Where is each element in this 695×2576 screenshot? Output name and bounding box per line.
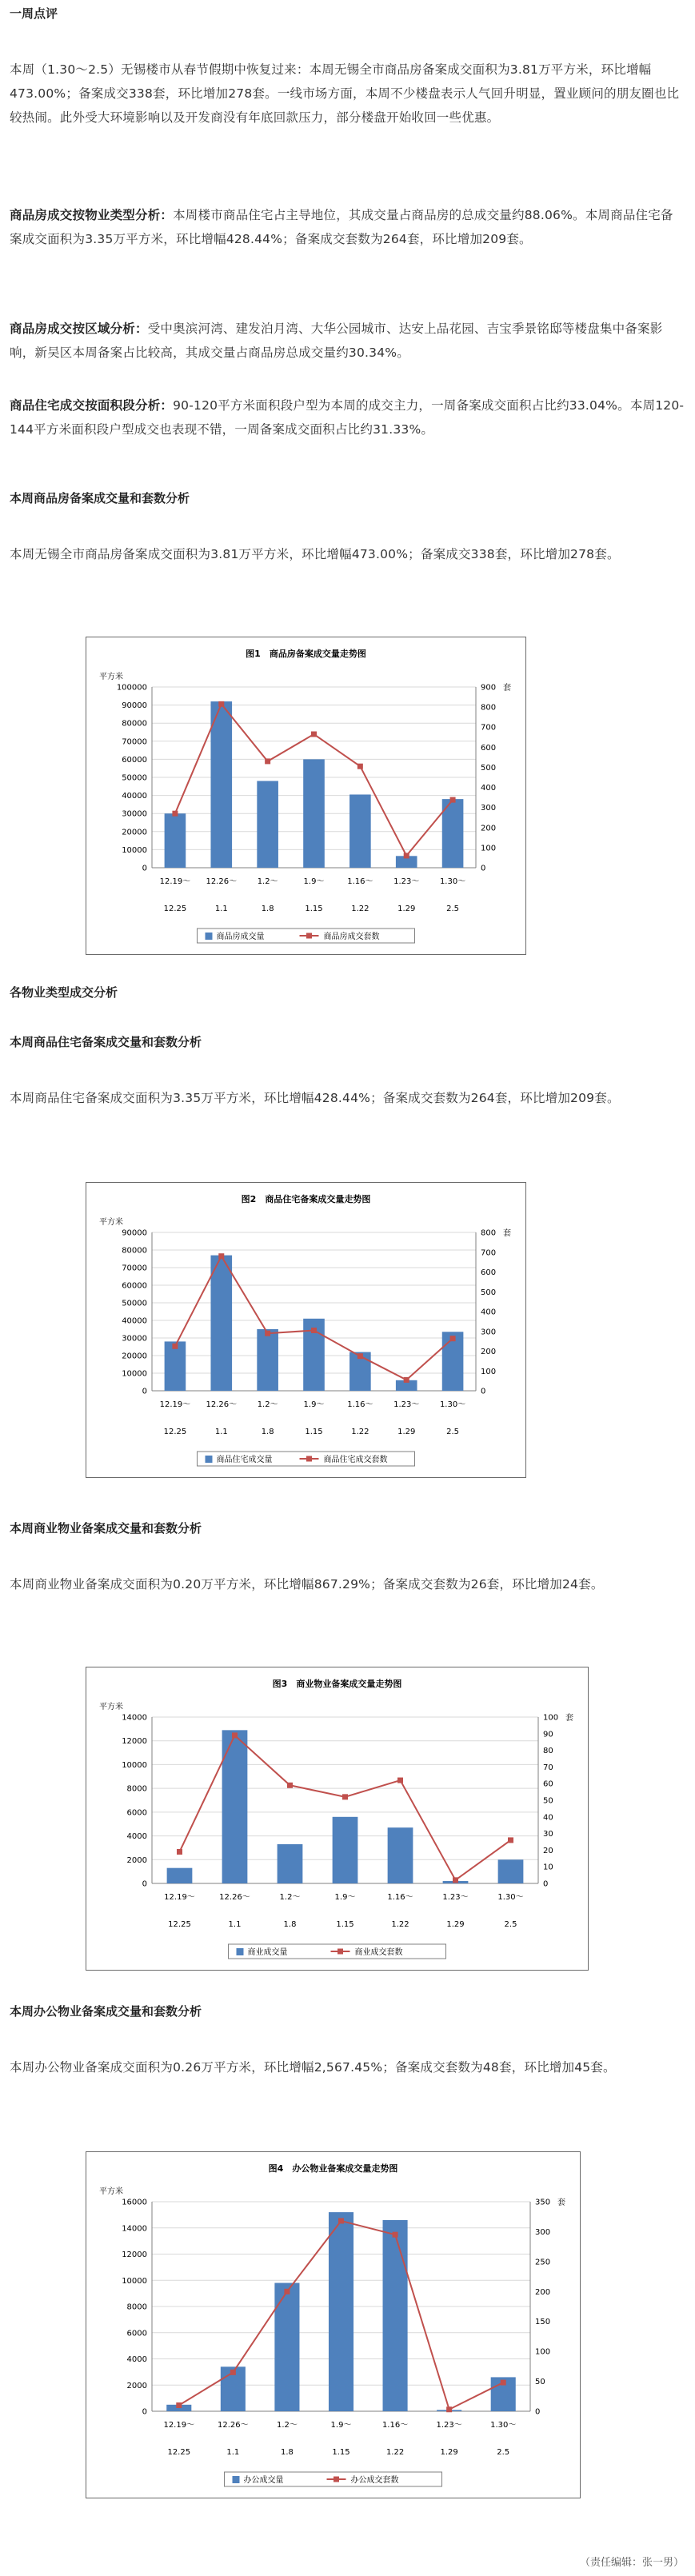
x-tick-label-top: 1.16～: [347, 1400, 373, 1409]
y-axis-label-right: 套: [503, 1229, 511, 1238]
bar: [388, 1827, 413, 1883]
y-tick-left: 8000: [126, 2302, 147, 2312]
legend-label: 办公成交套数: [350, 2476, 399, 2485]
bar: [303, 759, 325, 868]
line-point: [176, 2402, 182, 2408]
line-point: [218, 701, 224, 707]
y-tick-right: 700: [481, 723, 497, 733]
editor-credit: （责任编辑：张一男）: [579, 2557, 684, 2569]
y-tick-left: 2000: [126, 2381, 147, 2390]
y-tick-right: 900: [481, 683, 497, 693]
x-tick-label-top: 1.16～: [381, 2421, 409, 2430]
line-point: [338, 2218, 344, 2223]
x-tick-label-top: 1.23～: [393, 877, 420, 886]
y-tick-right: 300: [535, 2227, 551, 2237]
y-tick-left: 10000: [122, 1760, 147, 1770]
y-tick-right: 500: [481, 1288, 497, 1297]
paragraph-size-analysis: [10, 393, 685, 441]
legend-label: 商品住宅成交量: [216, 1456, 273, 1464]
y-tick-right: 300: [481, 804, 497, 813]
y-tick-right: 200: [481, 1348, 497, 1356]
paragraph-total: 本周无锡全市商品房备案成交面积为3.81万平方米，环比增幅473.00%；备案成交338套，环比增加278套。: [10, 547, 620, 561]
legend-swatch-bar: [206, 933, 213, 940]
line-point: [450, 797, 456, 803]
y-tick-right: 20: [543, 1846, 553, 1855]
x-tick-label-bottom: 1.1: [214, 1428, 228, 1436]
x-tick-label-bottom: 2.5: [446, 1428, 460, 1436]
y-tick-left: 20000: [122, 828, 147, 837]
chart-4: [86, 2152, 580, 2498]
line-point: [172, 1344, 178, 1349]
line-point: [453, 1877, 458, 1883]
line-point: [397, 1778, 403, 1783]
paragraph-commercial: 本周商业物业备案成交面积为0.20万平方米，环比增幅867.29%；备案成交套数为26套，环比增加24套。: [10, 1577, 604, 1592]
y-tick-right: 40: [543, 1813, 553, 1823]
line-point: [284, 2289, 290, 2294]
bar: [274, 2283, 299, 2411]
x-tick-label-bottom: 1.29: [397, 1428, 416, 1436]
x-tick-label-bottom: 2.5: [446, 905, 460, 913]
line-point: [393, 2232, 398, 2238]
y-tick-left: 6000: [126, 2329, 147, 2338]
x-tick-label-bottom: 1.22: [391, 1920, 409, 1929]
x-tick-label-bottom: 1.29: [446, 1920, 465, 1929]
x-tick-label-bottom: 1.1: [228, 1920, 242, 1929]
x-tick-label-bottom: 1.15: [336, 1920, 354, 1929]
legend-swatch-marker: [338, 1949, 343, 1955]
x-tick-label-top: 1.30～: [497, 1893, 524, 1902]
line-point: [450, 1336, 456, 1341]
line-point: [232, 1732, 238, 1738]
bar: [349, 794, 371, 868]
legend-swatch-bar: [233, 2476, 240, 2483]
x-tick-label-top: 1.2～: [257, 1400, 278, 1409]
y-tick-right: 150: [535, 2318, 551, 2327]
legend-swatch-bar: [237, 1948, 244, 1955]
legend-label: 办公成交量: [243, 2476, 284, 2485]
x-tick-label-top: 1.23～: [393, 1400, 420, 1409]
line-point: [311, 1328, 317, 1333]
section-heading-office: 本周办公物业备案成交量和套数分析: [10, 2004, 202, 2019]
y-axis-label-left: 平方米: [99, 1703, 123, 1711]
chart-title: 图1 商品房备案成交量走势图: [246, 649, 366, 659]
y-tick-right: 800: [481, 703, 497, 713]
x-tick-label-top: 1.23～: [442, 1893, 469, 1902]
legend-label: 商业成交量: [247, 1948, 288, 1957]
line-point: [446, 2406, 452, 2412]
x-tick-label-bottom: 12.25: [163, 905, 187, 913]
section-heading-commercial: 本周商业物业备案成交量和套数分析: [10, 1521, 202, 1536]
y-tick-left: 10000: [122, 845, 147, 855]
x-tick-label-top: 1.9～: [334, 1893, 356, 1902]
y-tick-right: 50: [543, 1796, 553, 1806]
legend-label: 商品房成交量: [216, 933, 265, 941]
chart-title: 图2 商品住宅备案成交量走势图: [241, 1194, 371, 1204]
x-tick-label-bottom: 1.15: [332, 2448, 350, 2457]
y-tick-left: 30000: [122, 1334, 147, 1344]
y-tick-right: 0: [481, 1387, 486, 1396]
y-tick-left: 0: [142, 864, 147, 873]
chart-title: 图4 办公物业备案成交量走势图: [268, 2163, 398, 2174]
y-tick-left: 60000: [122, 755, 147, 765]
y-axis-label-right: 套: [565, 1714, 573, 1723]
line-point: [265, 1331, 270, 1336]
y-tick-right: 0: [535, 2407, 541, 2417]
chart-4-frame: [86, 2151, 581, 2498]
y-tick-right: 800: [481, 1228, 497, 1238]
y-tick-left: 6000: [126, 1808, 147, 1818]
line-point: [230, 2370, 236, 2375]
bar: [329, 2212, 353, 2411]
x-tick-label-bottom: 1.29: [440, 2448, 458, 2457]
line-point: [287, 1783, 293, 1788]
line-point: [357, 1353, 363, 1359]
x-tick-label-top: 1.16～: [387, 1893, 413, 1902]
bar: [257, 781, 278, 868]
chart-2: [86, 1183, 525, 1477]
bar: [278, 1844, 303, 1883]
type-analysis-text: 本周楼市商品住宅占主导地位，其成交量占商品房的总成交量约88.06%。本周商品住宅备案成交面积为3.35万平方米，环比增幅428.44%；备案成交套数为264套，环比增加209套。: [10, 208, 673, 246]
chart-1: [86, 637, 525, 954]
line-point: [172, 811, 178, 817]
y-tick-right: 30: [543, 1830, 553, 1839]
y-tick-right: 100: [543, 1713, 559, 1723]
y-tick-right: 100: [535, 2347, 551, 2357]
y-tick-left: 90000: [122, 701, 147, 711]
bar: [167, 1868, 193, 1883]
x-tick-label-top: 1.2～: [257, 877, 278, 886]
legend-swatch-marker: [334, 2477, 339, 2482]
x-tick-label-top: 12.19～: [163, 2421, 195, 2430]
y-tick-right: 0: [543, 1879, 549, 1889]
bar: [257, 1329, 278, 1391]
x-tick-label-top: 12.26～: [206, 1400, 238, 1409]
legend-label: 商品住宅成交套数: [323, 1456, 388, 1464]
x-tick-label-top: 1.2～: [276, 2421, 298, 2430]
x-tick-label-top: 12.19～: [159, 877, 191, 886]
y-tick-left: 40000: [122, 792, 147, 801]
y-tick-left: 10000: [122, 2276, 147, 2286]
y-tick-right: 90: [543, 1730, 553, 1739]
y-tick-right: 250: [535, 2258, 551, 2267]
x-tick-label-bottom: 1.8: [283, 1920, 297, 1929]
y-tick-left: 14000: [122, 2224, 147, 2234]
x-tick-label-bottom: 2.5: [504, 1920, 517, 1929]
y-tick-left: 80000: [122, 1246, 147, 1256]
y-tick-left: 70000: [122, 737, 147, 747]
y-axis-label-right: 套: [557, 2199, 565, 2207]
x-tick-label-bottom: 2.5: [497, 2448, 510, 2457]
x-tick-label-bottom: 1.15: [305, 1428, 323, 1436]
y-tick-left: 0: [142, 1387, 147, 1396]
line-point: [404, 853, 409, 858]
x-tick-label-bottom: 12.25: [168, 1920, 191, 1929]
y-tick-left: 70000: [122, 1264, 147, 1273]
y-tick-left: 100000: [116, 683, 147, 693]
x-tick-label-top: 1.30～: [490, 2421, 517, 2430]
x-tick-label-top: 12.19～: [159, 1400, 191, 1409]
y-tick-left: 8000: [126, 1784, 147, 1794]
y-tick-right: 350: [535, 2198, 551, 2207]
y-tick-right: 600: [481, 1268, 497, 1277]
x-tick-label-bottom: 1.8: [261, 1428, 274, 1436]
y-tick-right: 400: [481, 1308, 497, 1317]
y-tick-right: 60: [543, 1779, 553, 1789]
chart-3: [86, 1667, 588, 1970]
line-point: [404, 1377, 409, 1383]
bar: [498, 1859, 524, 1883]
line-point: [218, 1253, 224, 1259]
x-tick-label-top: 1.23～: [436, 2421, 462, 2430]
section-heading-residential: 本周商品住宅备案成交量和套数分析: [10, 1035, 202, 1049]
type-analysis-label: 商品房成交按物业类型分析：: [10, 208, 174, 222]
x-tick-label-top: 1.30～: [439, 1400, 466, 1409]
x-tick-label-bottom: 1.15: [305, 905, 323, 913]
y-tick-right: 200: [535, 2287, 551, 2297]
bar: [210, 701, 232, 868]
paragraph-review: 本周（1.30～2.5）无锡楼市从春节假期中恢复过来：本周无锡全市商品房备案成交面积为3.81万平方米，环比增幅473.00%；备案成交338套，环比增加278套。一线市场方面，本周不少楼盘表示人气回升明显，置业顾问的朋友圈也比较热闹。此外受大环境影响以及开发商没有年底回款压力，部分楼盘开始收回一些优惠。: [10, 62, 680, 125]
y-tick-right: 700: [481, 1248, 497, 1258]
section-heading-types: 各物业类型成交分析: [10, 985, 118, 1000]
legend-swatch-marker: [306, 1456, 312, 1462]
line-point: [311, 732, 317, 737]
line-point: [508, 1837, 513, 1843]
chart-title: 图3 商业物业备案成交量走势图: [272, 1679, 402, 1689]
paragraph-residential: 本周商品住宅备案成交面积为3.35万平方米，环比增幅428.44%；备案成交套数为264套，环比增加209套。: [10, 1091, 620, 1105]
y-axis-label-right: 套: [503, 684, 511, 693]
x-tick-label-top: 1.9～: [303, 1400, 325, 1409]
y-tick-left: 0: [142, 2407, 147, 2417]
x-tick-label-top: 12.26～: [218, 2421, 249, 2430]
x-tick-label-bottom: 1.8: [280, 2448, 294, 2457]
legend-swatch-bar: [206, 1456, 213, 1463]
x-tick-label-top: 1.16～: [347, 877, 373, 886]
y-tick-left: 16000: [122, 2198, 147, 2207]
bar: [333, 1817, 358, 1883]
y-tick-left: 20000: [122, 1352, 147, 1361]
chart-2-frame: [86, 1182, 526, 1478]
x-tick-label-top: 12.19～: [164, 1893, 195, 1902]
x-tick-label-top: 1.30～: [439, 877, 466, 886]
y-tick-left: 4000: [126, 1832, 147, 1842]
x-tick-label-top: 12.26～: [219, 1893, 250, 1902]
x-tick-label-bottom: 1.8: [261, 905, 274, 913]
paragraph-area-analysis: [10, 317, 685, 365]
line-point: [342, 1794, 348, 1799]
chart-1-frame: [86, 637, 526, 955]
y-tick-right: 80: [543, 1747, 553, 1756]
size-analysis-text: 90-120平方米面积段户型为本周的成交主力，一周备案成交面积占比约33.04%。本周120-144平方米面积段户型成交也表现不错，一周备案成交面积占比约31.33%。: [10, 398, 685, 437]
legend-label: 商业成交套数: [354, 1948, 403, 1957]
x-tick-label-bottom: 12.25: [163, 1428, 187, 1436]
line-point: [501, 2380, 506, 2386]
x-tick-label-bottom: 1.22: [385, 2448, 405, 2457]
y-tick-left: 2000: [126, 1855, 147, 1865]
bar: [165, 813, 186, 868]
y-tick-left: 0: [142, 1879, 147, 1889]
area-analysis-label: 商品房成交按区域分析：: [10, 322, 148, 336]
x-tick-label-bottom: 1.22: [351, 1428, 369, 1436]
x-tick-label-bottom: 1.1: [214, 905, 228, 913]
y-tick-right: 50: [535, 2378, 545, 2387]
legend-swatch-marker: [306, 933, 312, 939]
chart-3-frame: [86, 1667, 589, 1971]
section-heading-total: 本周商品房备案成交量和套数分析: [10, 491, 190, 505]
y-tick-left: 80000: [122, 719, 147, 729]
y-tick-right: 70: [543, 1763, 553, 1772]
paragraph-type-analysis: [10, 203, 685, 251]
y-tick-right: 400: [481, 784, 497, 793]
y-tick-left: 90000: [122, 1228, 147, 1238]
area-analysis-text: 受中奥滨河湾、建发泊月湾、大华公园城市、达安上品花园、吉宝季景铭邸等楼盘集中备案影响，新吴区本周备案占比较高，其成交量占商品房总成交量约30.34%。: [10, 322, 663, 360]
y-tick-left: 10000: [122, 1369, 147, 1379]
y-tick-left: 4000: [126, 2355, 147, 2364]
line-point: [357, 764, 363, 769]
x-tick-label-top: 1.9～: [330, 2421, 352, 2430]
y-tick-left: 40000: [122, 1316, 147, 1326]
y-tick-right: 0: [481, 864, 486, 873]
y-tick-right: 100: [481, 844, 497, 853]
line-point: [265, 758, 270, 764]
x-tick-label-bottom: 1.1: [226, 2448, 240, 2457]
y-tick-right: 300: [481, 1328, 497, 1337]
y-axis-label-left: 平方米: [99, 673, 123, 681]
y-tick-left: 14000: [122, 1713, 147, 1723]
y-axis-label-left: 平方米: [99, 1218, 123, 1227]
y-tick-left: 12000: [122, 2251, 147, 2259]
bar: [210, 1256, 232, 1391]
x-tick-label-bottom: 1.22: [351, 905, 369, 913]
x-tick-label-bottom: 1.29: [397, 905, 416, 913]
y-tick-right: 600: [481, 743, 497, 753]
y-tick-right: 100: [481, 1367, 497, 1376]
y-tick-right: 10: [543, 1863, 553, 1872]
y-tick-left: 30000: [122, 809, 147, 819]
y-tick-right: 200: [481, 824, 497, 833]
legend-label: 商品房成交套数: [323, 933, 380, 941]
x-tick-label-top: 1.2～: [279, 1893, 301, 1902]
y-tick-left: 60000: [122, 1281, 147, 1291]
bar: [383, 2220, 408, 2411]
section-heading-review: 一周点评: [10, 6, 58, 21]
paragraph-office: 本周办公物业备案成交面积为0.26万平方米，环比增幅2,567.45%；备案成交套数为48套，环比增加45套。: [10, 2060, 616, 2075]
x-tick-label-bottom: 12.25: [167, 2448, 191, 2457]
y-tick-right: 500: [481, 763, 497, 773]
y-axis-label-left: 平方米: [99, 2187, 123, 2196]
size-analysis-label: 商品住宅成交按面积段分析：: [10, 398, 174, 413]
line-point: [177, 1849, 182, 1855]
y-tick-left: 12000: [122, 1737, 147, 1747]
x-tick-label-top: 1.9～: [303, 877, 325, 886]
y-tick-left: 50000: [122, 1299, 147, 1308]
y-tick-left: 50000: [122, 773, 147, 783]
x-tick-label-top: 12.26～: [206, 877, 238, 886]
